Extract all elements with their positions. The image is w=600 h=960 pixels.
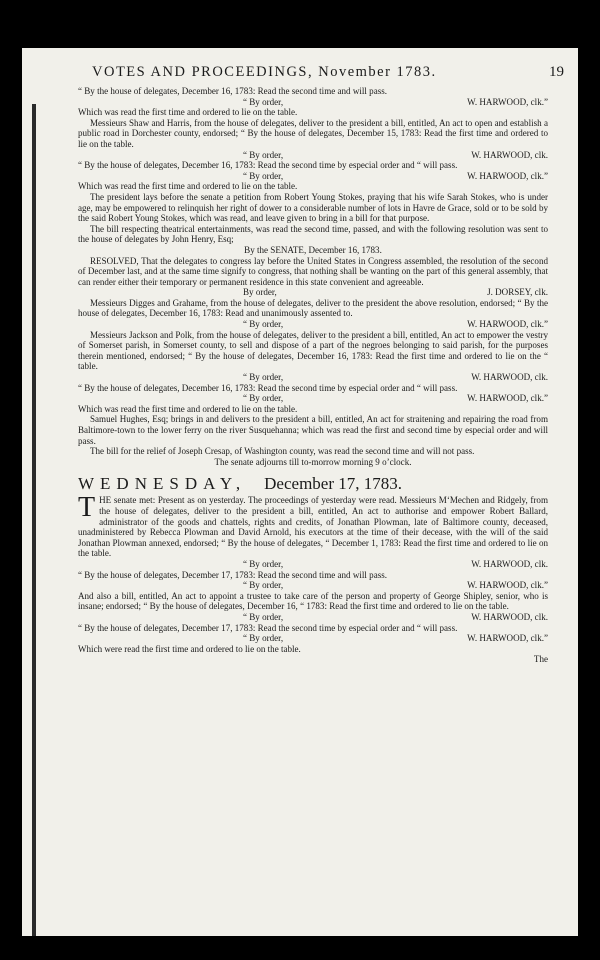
signature-by-order: By order, bbox=[243, 287, 277, 298]
signature-line bbox=[78, 287, 548, 298]
running-header bbox=[92, 64, 564, 81]
signature-clerk: W. HARWOOD, clk. bbox=[471, 149, 548, 160]
paragraph: The bill for the relief of Joseph Cresap, of Washington county, was read the second time and will not pass. bbox=[90, 446, 475, 457]
paragraph: “ By the house of delegates, December 17, 1783: Read the second time and will pass. bbox=[78, 569, 388, 580]
signature-line bbox=[78, 612, 548, 623]
signature-by-order: “ By order, bbox=[243, 580, 284, 591]
drop-capital: T bbox=[78, 492, 96, 524]
signature-line bbox=[78, 171, 548, 182]
signature-by-order: “ By order, bbox=[243, 96, 284, 107]
paragraph: “ By the house of delegates, December 16, 1783: Read the second time by especial order and “ will pass. bbox=[78, 382, 458, 393]
catchword: The bbox=[533, 654, 548, 665]
paragraph bbox=[78, 492, 548, 559]
signature-line bbox=[78, 150, 548, 161]
signature-by-order: “ By order, bbox=[243, 319, 284, 330]
signature-clerk: W. HARWOOD, clk.” bbox=[467, 393, 548, 404]
paragraph: “ By the house of delegates, December 16, 1783: Read the second time and will pass. bbox=[78, 86, 388, 96]
signature-line bbox=[78, 559, 548, 570]
paragraph: Which was read the first time and ordered to lie on the table. bbox=[78, 107, 298, 118]
paragraph: Messieurs Digges and Grahame, from the house of delegates, deliver to the president the above resolution, endorsed; “ By the house of delegates, December 16, 1783: Read and unanimously assented to. bbox=[78, 297, 548, 319]
paragraph: Messieurs Jackson and Polk, from the house of delegates, deliver to the president a bill, entitled, An act to empower the vestry of Somerset parish, in Somerset county, to sell and dispose of a part of the negroes belonging to said parish, for the purposes therein mentioned, endorsed; “ By the house of delegates, December 16, 1783: Read the first time and ordered to lie on the “ table. bbox=[78, 329, 548, 372]
paragraph-text: HE senate met: Present as on yesterday. The proceedings of yesterday were read. Messieurs M‘Mechen and Ridgely, from the house of delegates, deliver to the president a bill, entitled, An act to authorise and empower Robert Ballard, administrator of the goods and chattels, rights and credits, of Jonathan Plowman, late of Baltimore county, deceased, unadministered by Rebecca Plowman and David Arnold, his executors at the time of their decease, with the will of the said Jonathan Plowman annexed, endorsed; “ By the house of delegates, “ December 1, 1783: Read the first time and ordered to lie on the table. bbox=[78, 495, 548, 559]
document-page bbox=[22, 48, 578, 936]
paragraph: “ By the house of delegates, December 17, 1783: Read the second time by especial order and “ will pass. bbox=[78, 622, 458, 633]
signature-clerk: W. HARWOOD, clk.” bbox=[467, 633, 548, 644]
paragraph: Which was read the first time and ordered to lie on the table. bbox=[78, 181, 298, 192]
centered-line: The senate adjourns till to-morrow morning 9 o’clock. bbox=[214, 456, 412, 467]
signature-clerk: W. HARWOOD, clk. bbox=[471, 558, 548, 569]
signature-line bbox=[78, 372, 548, 383]
binding-shadow bbox=[32, 104, 36, 936]
signature-by-order: “ By order, bbox=[243, 372, 284, 383]
signature-line bbox=[78, 580, 548, 591]
day-heading bbox=[78, 473, 548, 495]
signature-line bbox=[78, 393, 548, 404]
signature-line bbox=[78, 319, 548, 330]
signature-by-order: “ By order, bbox=[243, 611, 284, 622]
signature-clerk: W. HARWOOD, clk.” bbox=[467, 96, 548, 107]
signature-by-order: “ By order, bbox=[243, 633, 284, 644]
signature-by-order: “ By order, bbox=[243, 393, 284, 404]
day-name: WEDNESDAY, bbox=[78, 474, 247, 494]
paragraph: The president lays before the senate a petition from Robert Young Stokes, praying that his wife Sarah Stokes, who is under age, may be empowered to relinquish her right of dower to a considerable number of lots in Havre de Grace, sold or to be sold by the said Robert Young Stokes, which was read, and leave given to bring in a bill for that purpose. bbox=[78, 191, 548, 224]
body-text bbox=[78, 86, 548, 665]
signature-by-order: “ By order, bbox=[243, 558, 284, 569]
signature-clerk: W. HARWOOD, clk. bbox=[471, 372, 548, 383]
paragraph: And also a bill, entitled, An act to appoint a trustee to take care of the person and property of George Shipley, senior, who is insane; endorsed; “ By the house of delegates, December 16, “ 1783: Read the first time and ordered to lie on the table. bbox=[78, 590, 548, 612]
signature-line bbox=[78, 633, 548, 644]
header-title: VOTES AND PROCEEDINGS, November 1783. bbox=[92, 64, 437, 80]
signature-clerk: J. DORSEY, clk. bbox=[487, 287, 548, 298]
paragraph: Messieurs Shaw and Harris, from the house of delegates, deliver to the president a bill, entitled, An act to open and establish a public road in Dorchester county, endorsed; “ By the house of delegates, December 15, 1783: Read the first time and ordered to lie on the table. bbox=[78, 117, 548, 149]
paragraph: Samuel Hughes, Esq; brings in and delivers to the president a bill, entitled, An act for straitening and repairing the road from Baltimore-town to the lower ferry on the river Susquehanna; which was read the first and second time by especial order and will pass. bbox=[78, 414, 548, 446]
day-date: December 17, 1783. bbox=[264, 474, 402, 494]
centered-line: By the SENATE, December 16, 1783. bbox=[244, 244, 382, 255]
page-number: 19 bbox=[549, 64, 564, 80]
signature-clerk: W. HARWOOD, clk. bbox=[471, 611, 548, 622]
signature-by-order: “ By order, bbox=[243, 170, 284, 181]
signature-by-order: “ By order, bbox=[243, 149, 284, 160]
signature-clerk: W. HARWOOD, clk.” bbox=[467, 580, 548, 591]
paragraph: RESOLVED, That the delegates to congress lay before the United States in Congress assembled, the resolution of the second of December last, and at the same time signify to congress, that nothing shall be wanting on the part of this general assembly, that can render either their temporary or permanent residence in this state convenient and agreeable. bbox=[78, 255, 548, 287]
paragraph: Which were read the first time and ordered to lie on the table. bbox=[78, 643, 301, 654]
paragraph: The bill respecting theatrical entertainments, was read the second time, passed, and with the following resolution was sent to the house of delegates by John Henry, Esq; bbox=[78, 223, 548, 245]
signature-line bbox=[78, 97, 548, 108]
paragraph: Which was read the first time and ordered to lie on the table. bbox=[78, 403, 298, 414]
signature-clerk: W. HARWOOD, clk.” bbox=[467, 170, 548, 181]
signature-clerk: W. HARWOOD, clk.” bbox=[467, 319, 548, 330]
paragraph: “ By the house of delegates, December 16, 1783: Read the second time by especial order and “ will pass. bbox=[78, 160, 458, 171]
